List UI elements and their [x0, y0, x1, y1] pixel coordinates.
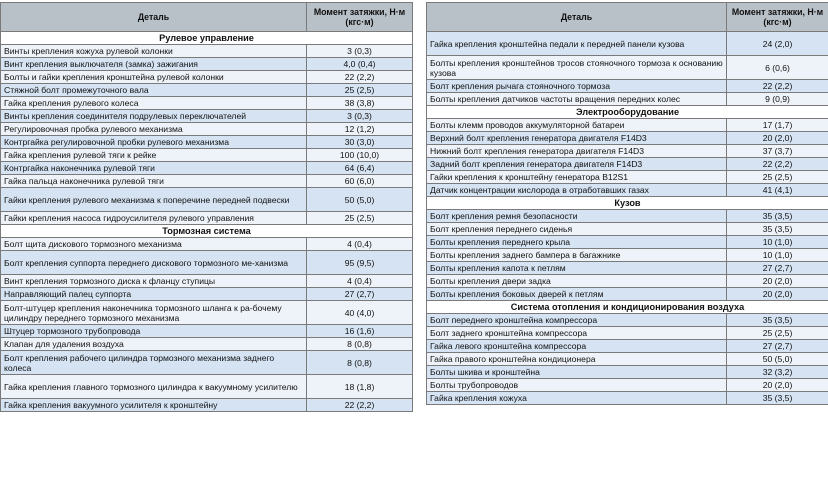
part-cell: Направляющий палец суппорта	[1, 288, 307, 301]
table-row	[427, 145, 828, 158]
part-cell: Болты крепления датчиков частоты вращения передних колес	[427, 93, 727, 106]
section-header-row	[427, 197, 828, 210]
section-header-row	[1, 32, 413, 45]
torque-table-left	[0, 2, 413, 412]
section-title: Электрооборудование	[427, 106, 828, 119]
table-row	[1, 238, 413, 251]
column-header-torque: Момент затяжки, Н·м (кгс·м)	[307, 3, 413, 32]
torque-cell: 20 (2,0)	[727, 275, 828, 288]
torque-cell: 4 (0,4)	[307, 238, 413, 251]
table-row	[1, 288, 413, 301]
torque-cell: 100 (10,0)	[307, 149, 413, 162]
torque-cell: 95 (9,5)	[307, 251, 413, 275]
torque-cell: 37 (3,7)	[727, 145, 828, 158]
part-cell: Гайки крепления к кронштейну генератора B12S1	[427, 171, 727, 184]
column-header-torque: Момент затяжки, Н·м (кгс·м)	[727, 3, 828, 32]
part-cell: Винт крепления тормозного диска к фланцу ступицы	[1, 275, 307, 288]
part-cell: Регулировочная пробка рулевого механизма	[1, 123, 307, 136]
torque-cell: 18 (1,8)	[307, 375, 413, 399]
table-row	[427, 80, 828, 93]
part-cell: Болты крепления заднего бампера в багажнике	[427, 249, 727, 262]
part-cell: Болт заднего кронштейна компрессора	[427, 327, 727, 340]
table-row	[427, 340, 828, 353]
part-cell: Болт крепления рычага стояночного тормоза	[427, 80, 727, 93]
table-row	[427, 171, 828, 184]
part-cell: Контргайка наконечника рулевой тяги	[1, 162, 307, 175]
torque-cell: 8 (0,8)	[307, 351, 413, 375]
table-row	[1, 149, 413, 162]
table-row	[1, 84, 413, 97]
torque-cell: 17 (1,7)	[727, 119, 828, 132]
part-cell: Гайка крепления вакуумного усилителя к кронштейну	[1, 399, 307, 412]
torque-cell: 20 (2,0)	[727, 288, 828, 301]
table-row	[1, 45, 413, 58]
torque-cell: 25 (2,5)	[307, 212, 413, 225]
table-row	[1, 123, 413, 136]
part-cell: Болт-штуцер крепления наконечника тормозного шланга к ра-бочему цилиндру переднего тормозного механизма	[1, 301, 307, 325]
torque-cell: 10 (1,0)	[727, 236, 828, 249]
torque-cell: 60 (6,0)	[307, 175, 413, 188]
part-cell: Болты крепления двери задка	[427, 275, 727, 288]
table-row	[1, 110, 413, 123]
torque-cell: 38 (3,8)	[307, 97, 413, 110]
table-row	[427, 32, 828, 56]
table-row	[427, 262, 828, 275]
table-row	[427, 392, 828, 405]
part-cell: Болты крепления боковых дверей к петлям	[427, 288, 727, 301]
part-cell: Болты трубопроводов	[427, 379, 727, 392]
part-cell: Гайка крепления кронштейна педали к передней панели кузова	[427, 32, 727, 56]
part-cell: Болт крепления ремня безопасности	[427, 210, 727, 223]
torque-cell: 22 (2,2)	[307, 71, 413, 84]
torque-cell: 35 (3,5)	[727, 210, 828, 223]
table-row	[427, 314, 828, 327]
table-row	[427, 119, 828, 132]
table-row	[1, 351, 413, 375]
torque-cell: 41 (4,1)	[727, 184, 828, 197]
torque-cell: 35 (3,5)	[727, 223, 828, 236]
torque-cell: 20 (2,0)	[727, 132, 828, 145]
torque-cell: 35 (3,5)	[727, 314, 828, 327]
part-cell: Штуцер тормозного трубопровода	[1, 325, 307, 338]
part-cell: Нижний болт крепления генератора двигателя F14D3	[427, 145, 727, 158]
torque-cell: 40 (4,0)	[307, 301, 413, 325]
section-header-row	[427, 106, 828, 119]
table-row	[427, 93, 828, 106]
table-header-row	[1, 3, 413, 32]
part-cell: Болт крепления рабочего цилиндра тормозного механизма заднего колеса	[1, 351, 307, 375]
section-title: Рулевое управление	[1, 32, 413, 45]
part-cell: Болты крепления переднего крыла	[427, 236, 727, 249]
column-header-part: Деталь	[1, 3, 307, 32]
section-title: Тормозная система	[1, 225, 413, 238]
torque-cell: 3 (0,3)	[307, 45, 413, 58]
torque-cell: 27 (2,7)	[727, 262, 828, 275]
part-cell: Верхний болт крепления генератора двигателя F14D3	[427, 132, 727, 145]
table-row	[1, 136, 413, 149]
table-row	[427, 353, 828, 366]
torque-cell: 6 (0,6)	[727, 56, 828, 80]
torque-cell: 4 (0,4)	[307, 275, 413, 288]
section-header-row	[1, 225, 413, 238]
part-cell: Гайка левого кронштейна компрессора	[427, 340, 727, 353]
table-row	[427, 379, 828, 392]
table-row	[1, 301, 413, 325]
section-title: Система отопления и кондиционирования воздуха	[427, 301, 828, 314]
table-row	[427, 275, 828, 288]
table-row	[427, 56, 828, 80]
torque-cell: 30 (3,0)	[307, 136, 413, 149]
part-cell: Гайка крепления рулевой тяги к рейке	[1, 149, 307, 162]
part-cell: Гайка крепления главного тормозного цилиндра к вакуумному усилителю	[1, 375, 307, 399]
part-cell: Болт переднего кронштейна компрессора	[427, 314, 727, 327]
section-title: Кузов	[427, 197, 828, 210]
part-cell: Винт крепления выключателя (замка) зажигания	[1, 58, 307, 71]
part-cell: Гайки крепления насоса гидроусилителя рулевого управления	[1, 212, 307, 225]
table-row	[427, 236, 828, 249]
torque-table-right	[426, 2, 828, 405]
table-row	[1, 338, 413, 351]
part-cell: Болты и гайки крепления кронштейна рулевой колонки	[1, 71, 307, 84]
torque-cell: 24 (2,0)	[727, 32, 828, 56]
part-cell: Датчик концентрации кислорода в отработавших газах	[427, 184, 727, 197]
part-cell: Болт крепления переднего сиденья	[427, 223, 727, 236]
torque-cell: 25 (2,5)	[727, 171, 828, 184]
column-header-part: Деталь	[427, 3, 727, 32]
table-row	[427, 158, 828, 171]
part-cell: Болты крепления кронштейнов тросов стояночного тормоза к основанию кузова	[427, 56, 727, 80]
part-cell: Гайки крепления рулевого механизма к поперечине передней подвески	[1, 188, 307, 212]
section-header-row	[427, 301, 828, 314]
table-row	[1, 58, 413, 71]
part-cell: Задний болт крепления генератора двигателя F14D3	[427, 158, 727, 171]
part-cell: Винты крепления соединителя подрулевых переключателей	[1, 110, 307, 123]
torque-cell: 4,0 (0,4)	[307, 58, 413, 71]
part-cell: Болт крепления суппорта переднего дискового тормозного ме-ханизма	[1, 251, 307, 275]
part-cell: Винты крепления кожуха рулевой колонки	[1, 45, 307, 58]
torque-cell: 32 (3,2)	[727, 366, 828, 379]
table-row	[1, 162, 413, 175]
torque-cell: 22 (2,2)	[307, 399, 413, 412]
table-row	[1, 325, 413, 338]
torque-cell: 3 (0,3)	[307, 110, 413, 123]
torque-cell: 27 (2,7)	[307, 288, 413, 301]
torque-cell: 25 (2,5)	[727, 327, 828, 340]
table-row	[427, 327, 828, 340]
torque-cell: 64 (6,4)	[307, 162, 413, 175]
part-cell: Гайка правого кронштейна кондиционера	[427, 353, 727, 366]
table-row	[427, 184, 828, 197]
table-row	[427, 366, 828, 379]
table-row	[1, 275, 413, 288]
torque-cell: 22 (2,2)	[727, 158, 828, 171]
torque-cell: 22 (2,2)	[727, 80, 828, 93]
part-cell: Гайка крепления кожуха	[427, 392, 727, 405]
torque-cell: 50 (5,0)	[307, 188, 413, 212]
table-row	[427, 288, 828, 301]
table-row	[1, 188, 413, 212]
table-row	[427, 249, 828, 262]
torque-cell: 12 (1,2)	[307, 123, 413, 136]
torque-cell: 27 (2,7)	[727, 340, 828, 353]
torque-cell: 25 (2,5)	[307, 84, 413, 97]
part-cell: Контргайка регулировочной пробки рулевого механизма	[1, 136, 307, 149]
torque-cell: 9 (0,9)	[727, 93, 828, 106]
table-row	[1, 375, 413, 399]
part-cell: Гайка пальца наконечника рулевой тяги	[1, 175, 307, 188]
torque-cell: 35 (3,5)	[727, 392, 828, 405]
table-row	[1, 175, 413, 188]
table-row	[1, 212, 413, 225]
part-cell: Клапан для удаления воздуха	[1, 338, 307, 351]
table-row	[1, 399, 413, 412]
torque-cell: 8 (0,8)	[307, 338, 413, 351]
table-row	[1, 251, 413, 275]
table-row	[427, 132, 828, 145]
table-header-row	[427, 3, 828, 32]
torque-cell: 20 (2,0)	[727, 379, 828, 392]
part-cell: Болты шкива и кронштейна	[427, 366, 727, 379]
torque-cell: 50 (5,0)	[727, 353, 828, 366]
part-cell: Болты клемм проводов аккумуляторной батареи	[427, 119, 727, 132]
torque-cell: 10 (1,0)	[727, 249, 828, 262]
table-row	[1, 97, 413, 110]
table-row	[427, 223, 828, 236]
torque-cell: 16 (1,6)	[307, 325, 413, 338]
part-cell: Стяжной болт промежуточного вала	[1, 84, 307, 97]
table-row	[1, 71, 413, 84]
part-cell: Болты крепления капота к петлям	[427, 262, 727, 275]
table-row	[427, 210, 828, 223]
part-cell: Болт щита дискового тормозного механизма	[1, 238, 307, 251]
part-cell: Гайка крепления рулевого колеса	[1, 97, 307, 110]
